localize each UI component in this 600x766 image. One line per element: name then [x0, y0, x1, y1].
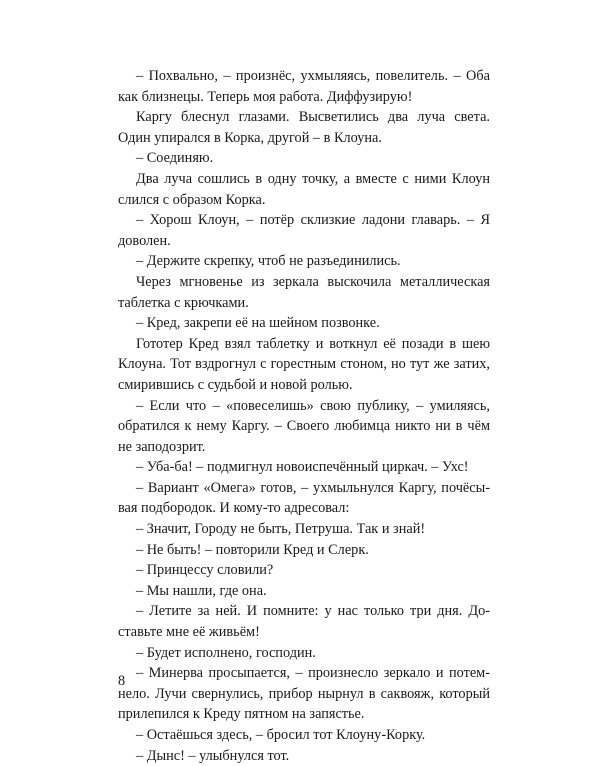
text-body: [118, 66, 490, 766]
paragraph: Каргу блеснул глазами. Высветились два луча света. Один упирался в Корка, другой – в Клоуна.: [118, 109, 490, 146]
page-number: 8: [118, 673, 126, 689]
paragraph: – Дынс! – улыбнулся тот.: [136, 747, 290, 764]
paragraph: – Значит, Городу не быть, Петруша. Так и знай!: [136, 521, 426, 538]
paragraph: – Похвально, – произнёс, ухмыляясь, повелитель. – Оба как близнецы. Теперь моя работа. Диффузирую!: [118, 68, 490, 105]
paragraph: – Будет исполнено, господин.: [136, 644, 316, 661]
paragraph: – Кред, закрепи её на шейном позвонке.: [136, 315, 380, 332]
paragraph: – Минерва просыпается, – произнесло зеркало и потемнело. Лучи свернулись, прибор нырнул в саквояж, который прилепился к Креду пятном на запястье.: [118, 665, 490, 723]
paragraph: Гототер Кред взял таблетку и воткнул её позади в шею Клоуна. Тот вздрогнул с горестным стоном, но тут же затих, смирившись с судьбой и новой ролью.: [118, 335, 490, 393]
paragraph: – Остаёшься здесь, – бросил тот Клоуну-Корку.: [136, 727, 426, 743]
paragraph: – Принцессу словили?: [136, 562, 274, 579]
paragraph: – Соединяю.: [136, 150, 214, 167]
paragraph: Два луча сошлись в одну точку, а вместе с ними Клоун слился с образом Корка.: [118, 170, 490, 208]
paragraph: – Хорош Клоун, – потёр склизкие ладони главарь. – Я доволен.: [118, 212, 490, 249]
paragraph: – Если что – «повеселишь» свою публику, – умиляясь, обратился к нему Каргу. – Своего любимца никто ни в чём не заподозрит.: [118, 397, 490, 455]
paragraph: – Мы нашли, где она.: [136, 582, 267, 599]
paragraph: – Вариант «Омега» готов, – ухмыльнулся Каргу, почёсывая подбородок. И кому-то адресовал:: [118, 479, 490, 517]
paragraph: Через мгновенье из зеркала выскочила металлическая таблетка с крючками.: [118, 273, 490, 311]
paragraph: – Уба-ба! – подмигнул новоиспечённый циркач. – Ухс!: [136, 459, 469, 476]
paragraph: – Держите скрепку, чтоб не разъединились.: [136, 253, 401, 270]
paragraph: – Не быть! – повторили Кред и Слерк.: [136, 541, 369, 558]
paragraph: – Летите за ней. И помните: у нас только три дня. Доставьте мне её живьём!: [118, 603, 490, 641]
